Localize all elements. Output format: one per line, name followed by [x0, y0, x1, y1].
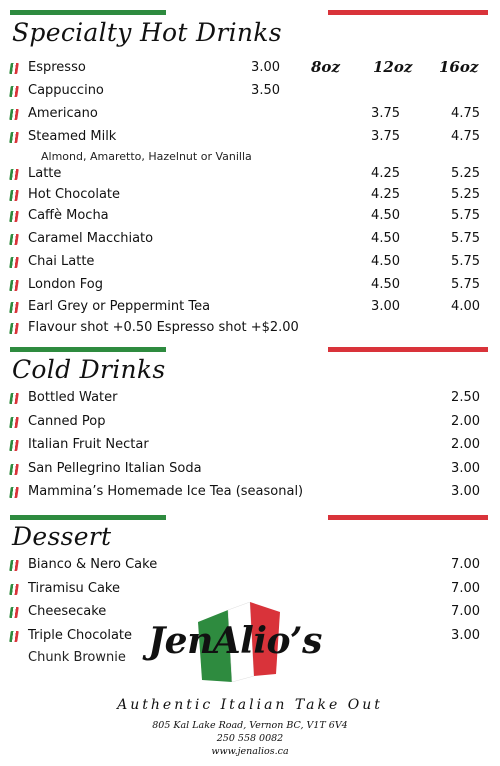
- menu-item-name: Steamed Milk: [28, 129, 117, 144]
- menu-item-price: 3.00: [451, 460, 480, 476]
- menu-item-price: 5.25: [451, 187, 480, 202]
- menu-item-row: [10, 206, 490, 226]
- menu-item-price: 3.00: [371, 299, 400, 314]
- italian-flag-icon: [9, 86, 19, 97]
- menu-item-row: [10, 58, 490, 78]
- menu-item-name: Bottled Water: [28, 390, 118, 405]
- menu-item-price: 4.50: [371, 208, 400, 223]
- menu-item-row: [10, 318, 490, 338]
- menu-item-price: 2.00: [451, 437, 480, 452]
- italian-flag-icon: [9, 393, 19, 404]
- menu-item-price: 7.00: [451, 557, 480, 572]
- italian-flag-icon: [9, 584, 19, 595]
- italian-flag-icon: [9, 109, 19, 120]
- menu-item-name: Caramel Macchiato: [28, 231, 154, 246]
- section-title-cold-drinks: Cold Drinks: [12, 355, 166, 384]
- italian-flag-icon: [9, 234, 19, 245]
- menu-item-row: [10, 104, 490, 124]
- italian-flag-icon: [9, 487, 19, 498]
- italian-flag-icon: [9, 63, 19, 74]
- italian-flag-icon: [9, 257, 19, 268]
- menu-item-price: 5.75: [451, 254, 480, 269]
- menu-item-price: 2.50: [451, 390, 480, 405]
- phone: 250 558 0082: [216, 733, 284, 744]
- italian-flag-icon: [9, 302, 19, 313]
- menu-item-row: [10, 164, 490, 184]
- column-header-16oz: 16oz: [439, 58, 479, 76]
- menu-item-price: 3.50: [251, 83, 280, 98]
- menu-item-row: [10, 275, 490, 295]
- divider-red: [328, 347, 488, 352]
- menu-item-price: 7.00: [451, 604, 480, 619]
- tagline: Authentic Italian Take Out: [117, 697, 383, 713]
- italian-flag-icon: [9, 607, 19, 618]
- menu-item-price: 4.50: [371, 231, 400, 246]
- divider-green: [10, 10, 166, 15]
- divider-green: [10, 347, 166, 352]
- menu-item-row: [10, 127, 490, 147]
- menu-item-price: 7.00: [451, 580, 480, 596]
- menu-item-price: 4.50: [371, 277, 400, 292]
- menu-item-price: 5.25: [451, 166, 480, 181]
- menu-item-price: 4.50: [371, 254, 400, 269]
- column-header-12oz: 12oz: [373, 58, 413, 76]
- menu-item-row: [10, 579, 490, 599]
- divider-green: [10, 515, 166, 520]
- menu-item-price: 5.75: [451, 231, 480, 246]
- menu-item-name: Cheesecake: [28, 604, 107, 619]
- menu-item-name: Bianco & Nero Cake: [28, 557, 158, 572]
- menu-item-name: Flavour shot +0.50 Espresso shot +$2.00: [28, 320, 299, 335]
- italian-flag-icon: [9, 132, 19, 143]
- menu-item-row: [10, 229, 490, 249]
- menu-item-row: [10, 459, 490, 479]
- brownie-second-line: Chunk Brownie: [28, 650, 126, 665]
- menu-item-name: Caffè Mocha: [28, 208, 109, 223]
- logo-wordmark: JenAlio’s: [148, 620, 322, 662]
- menu-item-row: [10, 388, 490, 408]
- menu-item-row: [10, 297, 490, 317]
- section-title-dessert: Dessert: [12, 522, 112, 551]
- menu-item-price: 3.75: [371, 129, 400, 144]
- section-title-hot-drinks: Specialty Hot Drinks: [12, 18, 282, 47]
- menu-item-price: 4.00: [451, 299, 480, 314]
- menu-item-name: Latte: [28, 166, 62, 181]
- menu-item-name: Espresso: [28, 60, 86, 75]
- menu-item-price: 5.75: [451, 277, 480, 292]
- italian-flag-icon: [9, 323, 19, 334]
- menu-item-name: Cappuccino: [28, 83, 104, 98]
- menu-item-price: 3.75: [371, 106, 400, 121]
- menu-item-price: 4.25: [371, 166, 400, 181]
- menu-item-name: Canned Pop: [28, 413, 106, 429]
- italian-flag-icon: [9, 280, 19, 291]
- menu-item-price: 5.75: [451, 208, 480, 223]
- menu-item-row: [10, 185, 490, 205]
- steamed-milk-flavours-note: Almond, Amaretto, Hazelnut or Vanilla: [41, 150, 252, 163]
- menu-item-name: Earl Grey or Peppermint Tea: [28, 299, 211, 314]
- menu-item-name: Mammina’s Homemade Ice Tea (seasonal): [28, 484, 304, 499]
- menu-item-name: San Pellegrino Italian Soda: [28, 460, 202, 476]
- menu-item-price: 2.00: [451, 413, 480, 429]
- menu-item-name: Italian Fruit Nectar: [28, 437, 149, 452]
- italian-flag-icon: [9, 631, 19, 642]
- italian-flag-icon: [9, 190, 19, 201]
- italian-flag-icon: [9, 169, 19, 180]
- column-header-8oz: 8oz: [311, 58, 340, 76]
- menu-item-price: 3.00: [251, 60, 280, 75]
- menu-item-row: [10, 81, 490, 101]
- menu-item-price: 4.75: [451, 129, 480, 144]
- italian-flag-icon: [9, 211, 19, 222]
- menu-item-price: 3.00: [451, 484, 480, 499]
- menu-item-row: [10, 412, 490, 432]
- menu-item-name: Chai Latte: [28, 254, 95, 269]
- menu-item-name: London Fog: [28, 277, 104, 292]
- italian-flag-icon: [9, 417, 19, 428]
- italian-flag-icon: [9, 464, 19, 475]
- menu-item-price: 4.75: [451, 106, 480, 121]
- menu-item-name: Americano: [28, 106, 98, 121]
- menu-item-row: [10, 252, 490, 272]
- menu-item-row: [10, 555, 490, 575]
- logo: [140, 600, 330, 690]
- menu-item-price: 3.00: [451, 627, 480, 643]
- divider-red: [328, 515, 488, 520]
- menu-item-row: [10, 482, 490, 502]
- menu-item-name: Hot Chocolate: [28, 187, 121, 202]
- menu-item-price: 4.25: [371, 187, 400, 202]
- divider-red: [328, 10, 488, 15]
- italian-flag-icon: [9, 560, 19, 571]
- address: 805 Kal Lake Road, Vernon BC, V1T 6V4: [152, 720, 348, 731]
- italian-flag-icon: [9, 440, 19, 451]
- menu-item-name: Triple Chocolate: [28, 627, 133, 643]
- menu-item-row: [10, 435, 490, 455]
- menu-item-name: Tiramisu Cake: [28, 580, 120, 596]
- website-link[interactable]: www.jenalios.ca: [211, 746, 289, 757]
